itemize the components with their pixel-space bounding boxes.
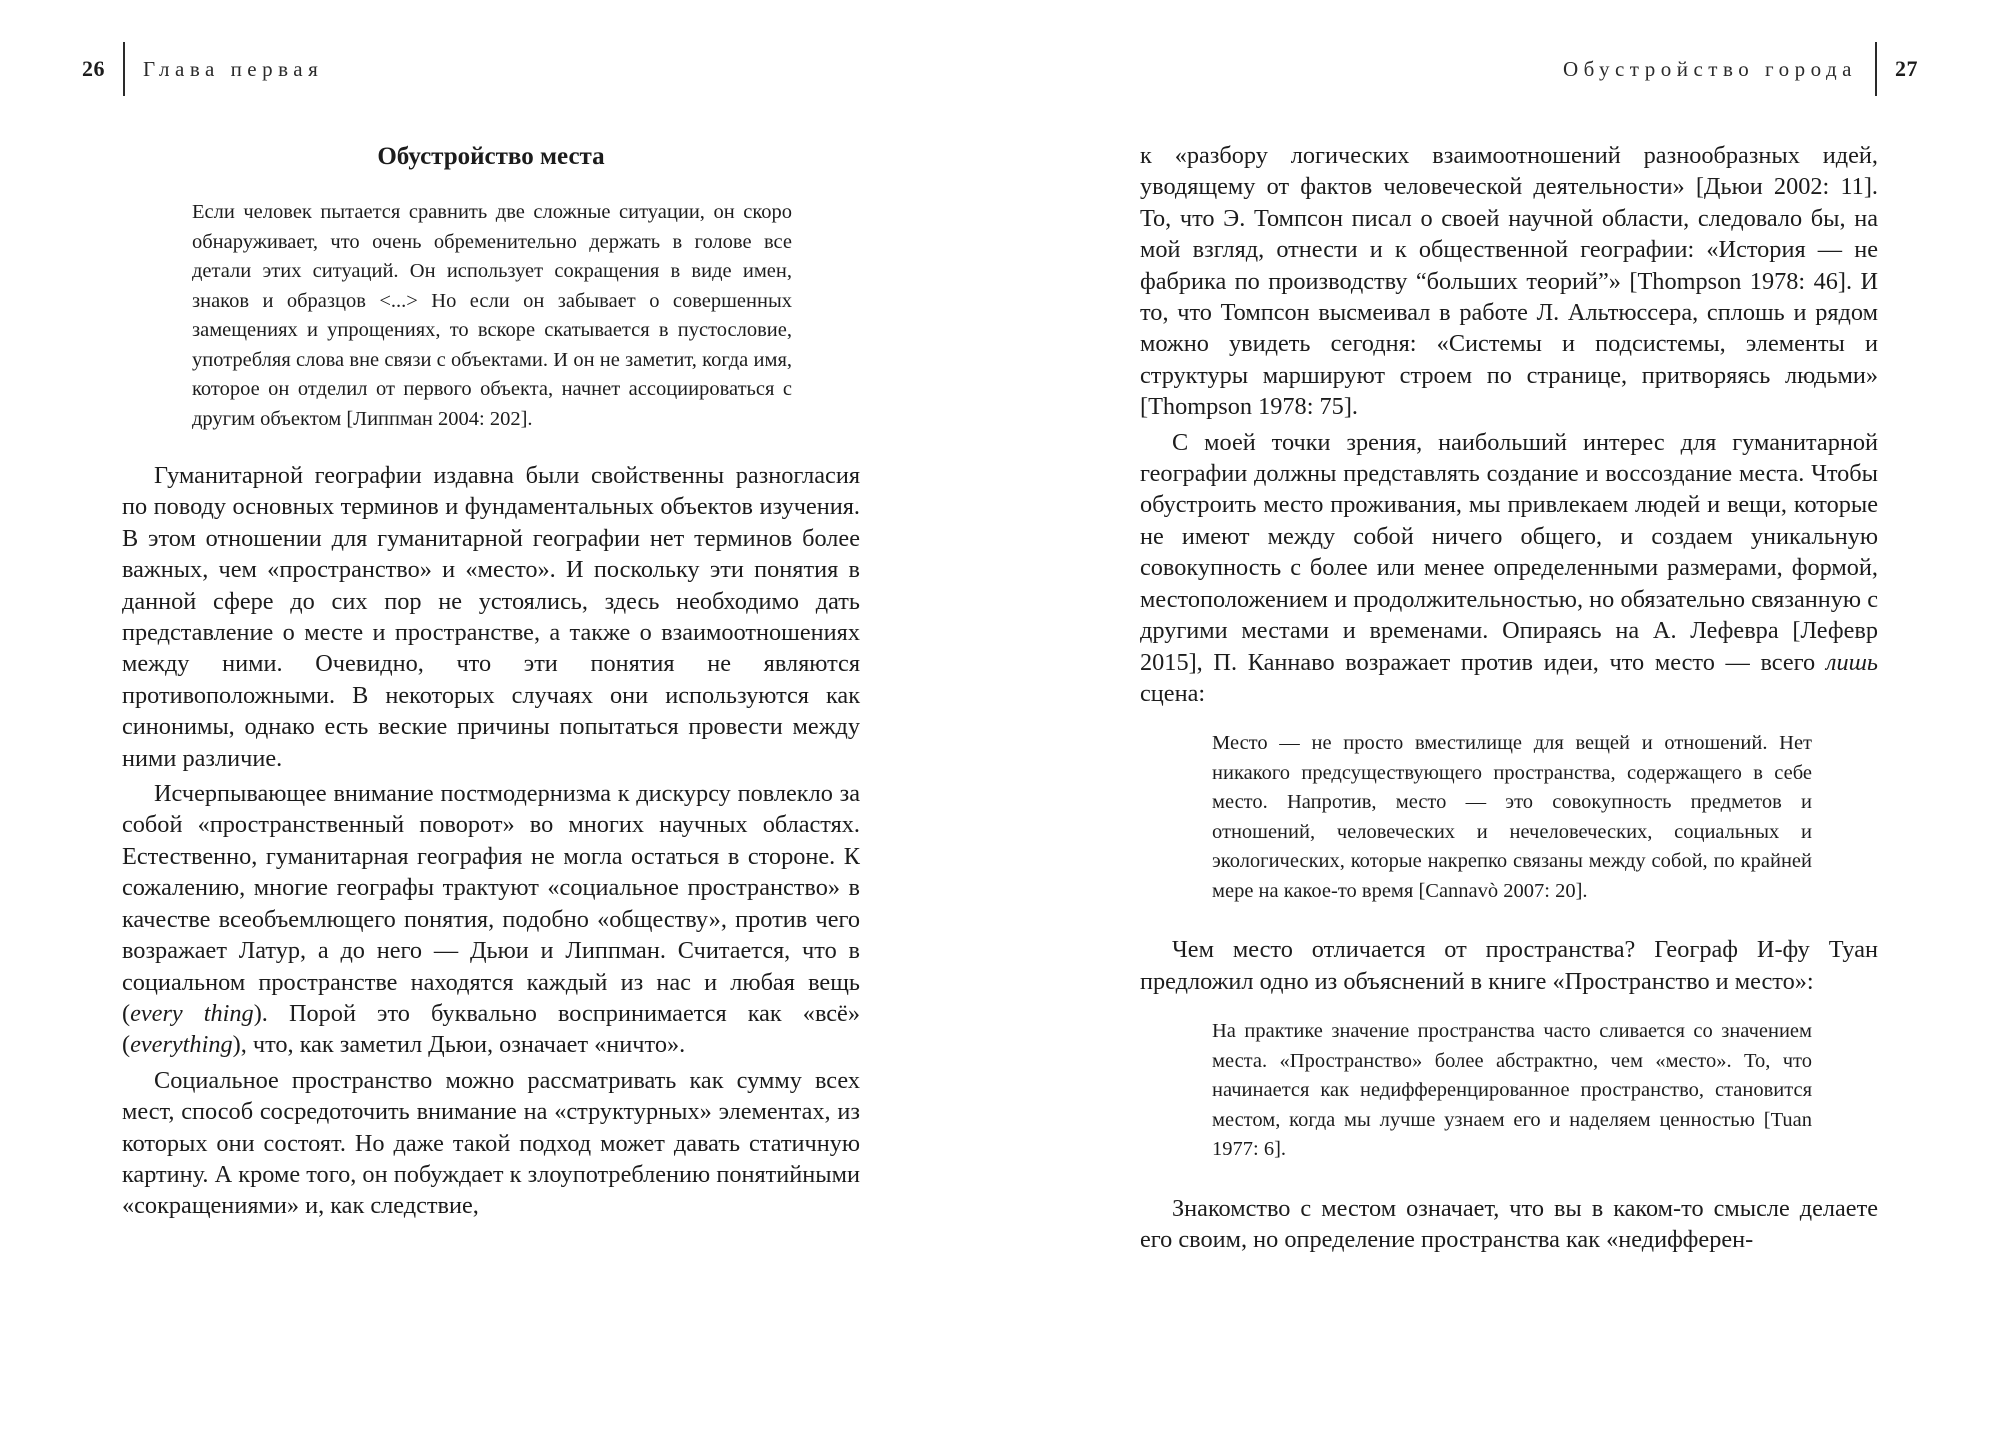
left-paragraph-2-italic-1: every thing	[130, 999, 254, 1027]
right-paragraph-2	[1140, 427, 1878, 710]
left-header-divider	[123, 42, 125, 96]
right-paragraph-2-italic: лишь	[1825, 648, 1878, 676]
epigraph: Если человек пытается сравнить две сложные ситуации, он скоро обнаруживает, что очень обременительно держать в голове все детали этих ситуаций. Он использует сокращения в виде имен, знаков и образцов <...> Но если он забывает о совершенных замещениях и упрощениях, то вскоре скатывается в пустословие, употребляя слова вне связи с объектами. И он не заметит, когда имя, которое он отделил от первого объекта, начнет ассоциироваться с другим объектом [Липпман 2004: 202].	[192, 201, 792, 430]
left-paragraph-1: Гуманитарной географии издавна были свойственны разногласия по поводу основных терминов и фундаментальных объектов изучения. В этом отношении для гуманитарной географии нет терминов более важных, чем «пространство» и «место». И поскольку эти понятия в данной сфере до сих пор не устоялись, здесь необходимо дать представление о месте и пространстве, а также о взаимоотношениях между ними. Очевидно, что эти понятия не являются противоположными. В некоторых случаях они используются как синонимы, однако есть веские причины попытаться провести между ними различие.	[122, 462, 860, 772]
right-page	[1000, 0, 2000, 1446]
left-paragraph-2	[122, 778, 860, 1061]
right-paragraph-2-part-1: С моей точки зрения, наибольший интерес для гуманитарной географии должны представлять создание и воссоздание места. Чтобы обустроить место проживания, мы привлекаем людей и вещи, которые не имеют между собой ничего общего, и создаем уникальную совокупность с более или менее определенными размерами, формой, местоположением и продолжительностью, но обязательно связанную с другими местами и временами. Опираясь на А. Лефевра [Лефевр 2015], П. Каннаво возражает против идеи, что место — всего	[1140, 428, 1878, 676]
right-paragraph-1: к «разбору логических взаимоотношений разнообразных идей, уводящему от фактов человеческой деятельности» [Дьюи 2002: 11]. То, что Э. Томпсон писал о своей научной области, следовало бы, на мой взгляд, отнести и к общественной географии: «История — не фабрика по производству “больших теорий”» [Thompson 1978: 46]. И то, что Томпсон высмеивал в работе Л. Альтюссера, сплошь и рядом можно увидеть сегодня: «Системы и подсистемы, элементы и структуры маршируют строем по странице, притворяясь людьми» [Thompson 1978: 75].	[1140, 142, 1878, 421]
right-running-header	[1563, 42, 1918, 96]
left-running-head: Глава первая	[143, 56, 324, 81]
left-paragraph-2-part-2: ). Порой это буквально воспринимается как «всё» (	[122, 999, 860, 1059]
left-paragraph-2-part-3: ), что, как заметил Дьюи, означает «ничто».	[232, 1031, 686, 1059]
left-running-header	[82, 42, 323, 96]
right-page-number: 27	[1895, 56, 1918, 81]
right-paragraph-4: Знакомство с местом означает, что вы в каком-то смысле делаете его своим, но определение пространства как «недифферен-	[1140, 1194, 1878, 1254]
block-quote-cannavo: Место — не просто вместилище для вещей и отношений. Нет никакого предсуществующего пространства, содержащего в себе место. Напротив, место — это совокупность предметов и отношений, человеческих и нечеловеческих, социальных и экологических, которые накрепко связаны между собой, по крайней мере на какое-то время [Cannavò 2007: 20].	[1212, 732, 1812, 902]
left-text-column	[122, 140, 860, 1222]
left-paragraph-2-italic-2: everything	[130, 1031, 233, 1059]
left-paragraph-3: Социальное пространство можно рассматривать как сумму всех мест, способ сосредоточить внимание на «структурных» элементах, из которых они состоят. Но даже такой подход может давать статичную картину. А кроме того, он побуждает к злоупотреблению понятийными «сокращениями» и, как следствие,	[122, 1066, 860, 1220]
section-title: Обустройство места	[377, 143, 605, 170]
left-paragraph-2-part-1: Исчерпывающее внимание постмодернизма к дискурсу повлекло за собой «пространственный поворот» во многих научных областях. Естественно, гуманитарная география не могла остаться в стороне. К сожалению, многие географы трактуют «социальное пространство» в качестве всеобъемлющего понятия, подобно «обществу», против чего возражает Латур, а до него — Дьюи и Липпман. Считается, что в социальном пространстве находятся каждый из нас и любая вещь (	[122, 780, 860, 1027]
right-header-divider	[1875, 42, 1877, 96]
left-page-number: 26	[82, 56, 105, 81]
right-paragraph-3: Чем место отличается от пространства? Географ И-фу Туан предложил одно из объяснений в книге «Пространство и место»:	[1140, 936, 1878, 995]
right-paragraph-2-part-2: сцена:	[1140, 679, 1206, 707]
right-running-head: Обустройство города	[1562, 56, 1857, 81]
right-text-column	[1140, 140, 1878, 1255]
block-quote-tuan: На практике значение пространства часто сливается со значением места. «Пространство» более абстрактно, чем «место». То, что начинается как недифференцированное пространство, становится местом, когда мы лучше узнаем его и наделяем ценностью [Tuan 1977: 6].	[1212, 1020, 1812, 1161]
